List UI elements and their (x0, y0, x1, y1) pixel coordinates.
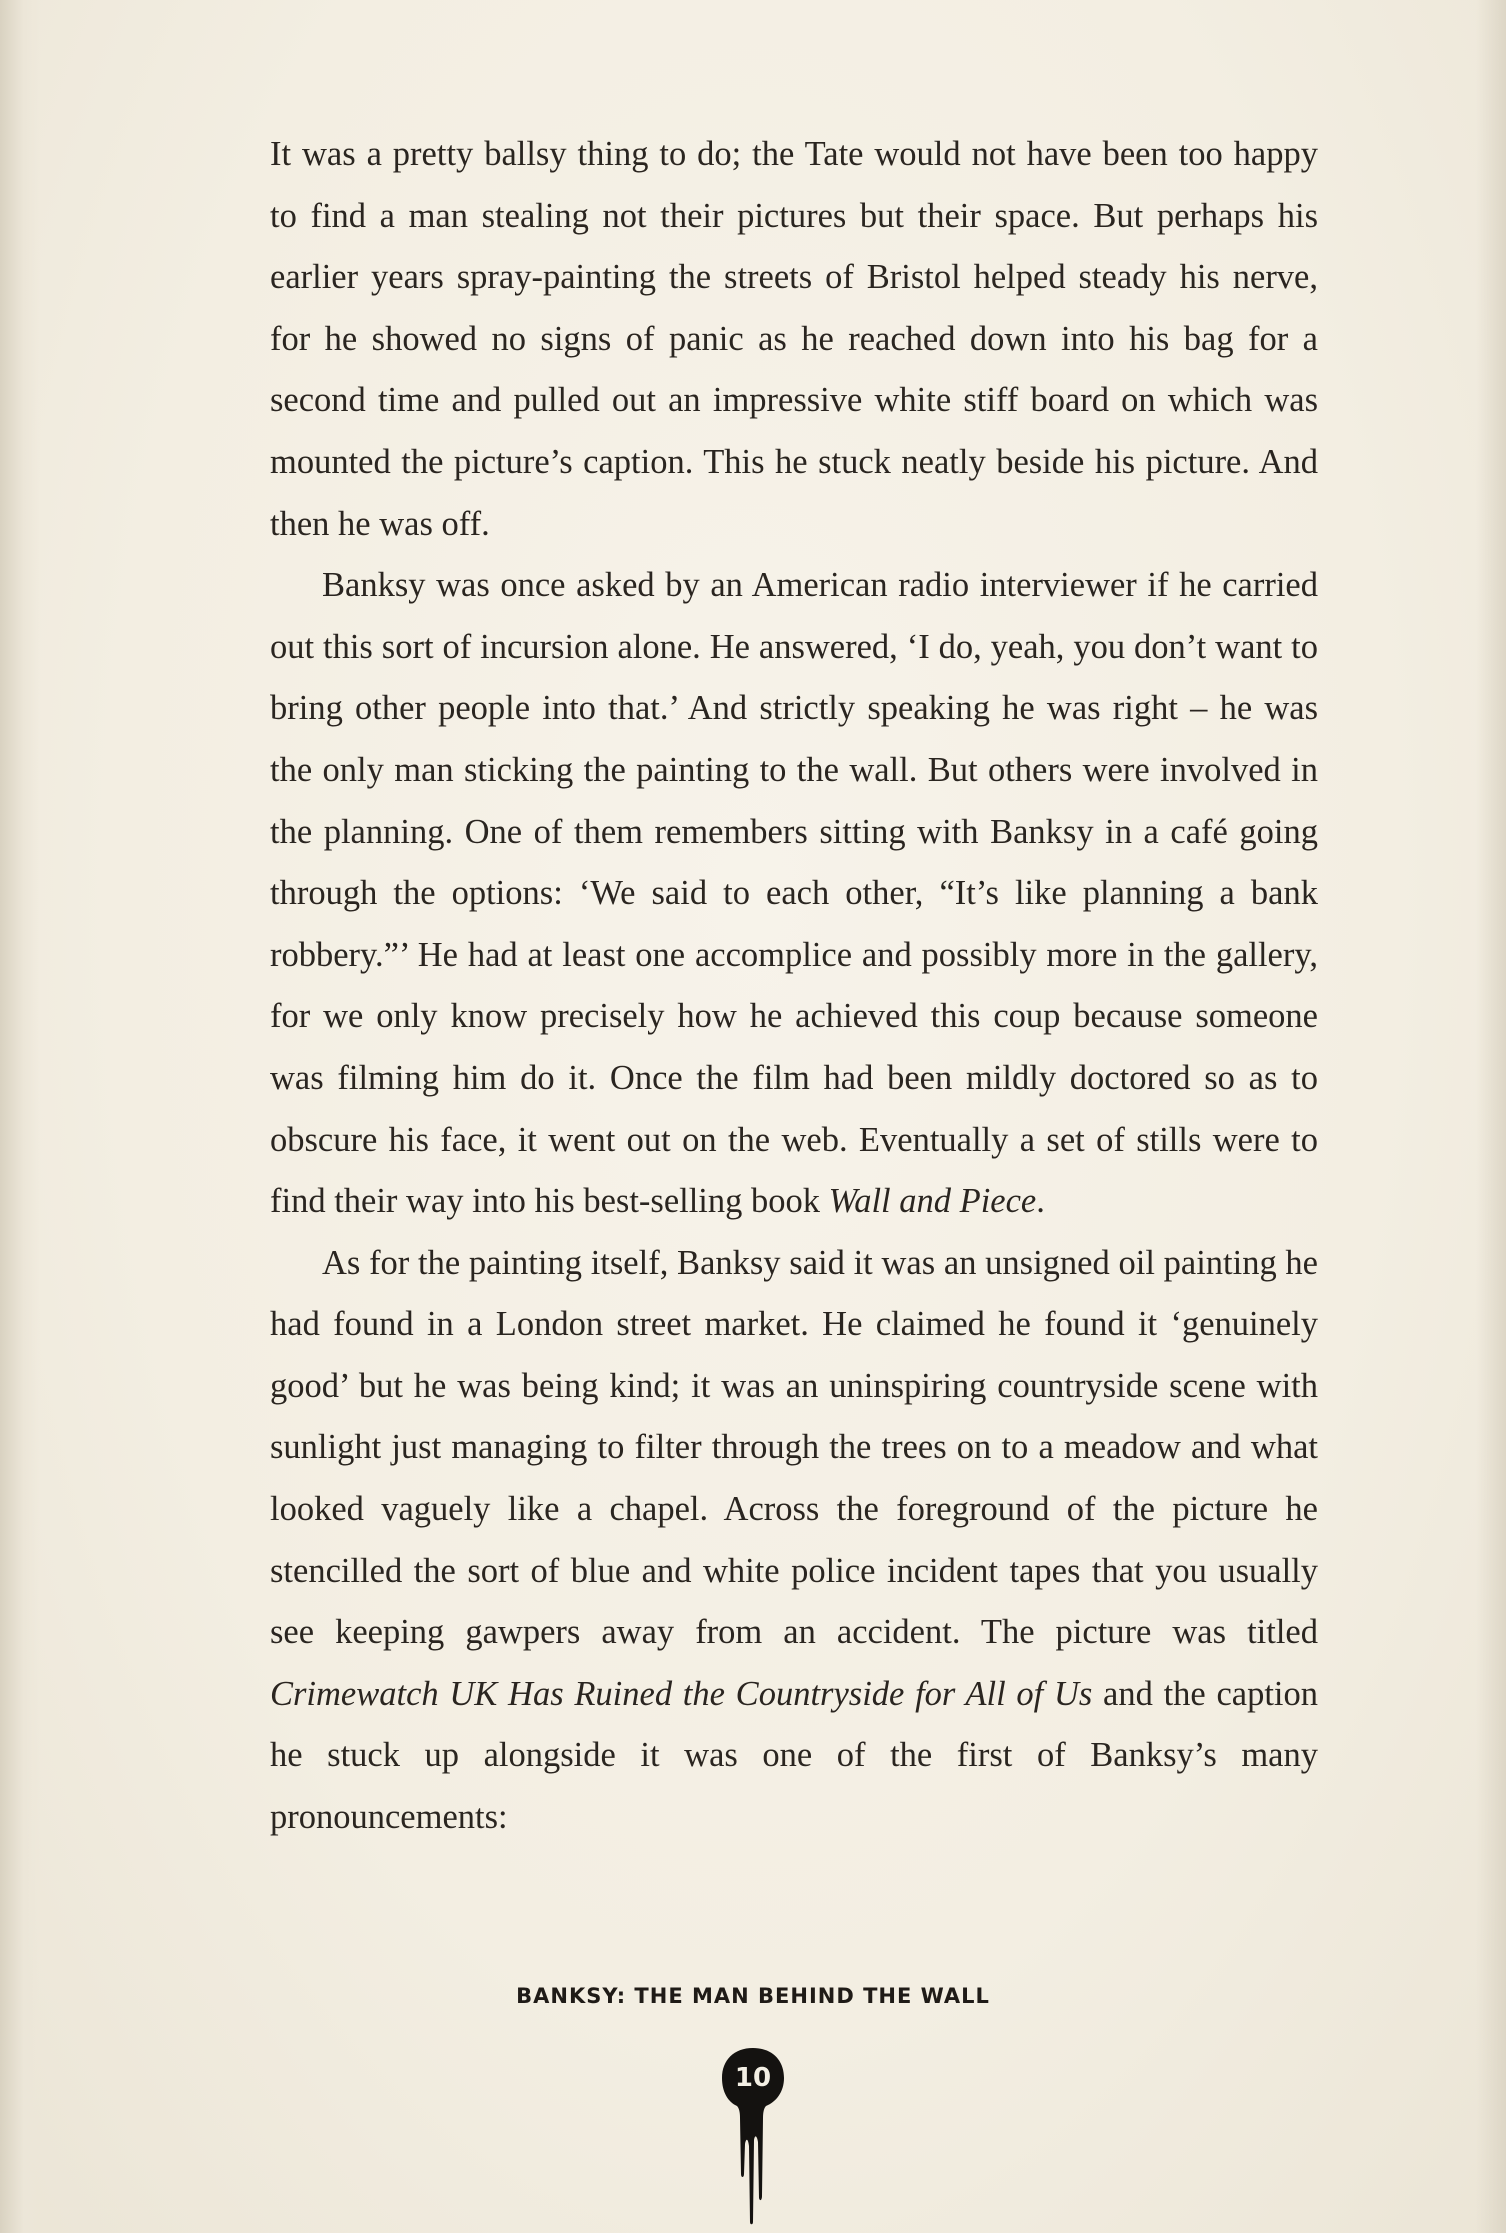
paragraph-2-end: . (1036, 1182, 1045, 1221)
running-footer: BANKSY: THE MAN BEHIND THE WALL (516, 1984, 990, 2008)
page-gutter-shadow (0, 0, 40, 2233)
paragraph-1-text: It was a pretty ballsy thing to do; the Tate would not have been too happy to find a man stealing not their pictures but their space. But perhaps his earlier years spray-painting the streets of Bristol helped steady his nerve, for he showed no signs of panic as he reached down into his bag for a second time and pulled out an impressive white stiff board on which was mounted the picture’s caption. This he stuck neatly beside his picture. And then he was off. (270, 135, 1318, 543)
paragraph-2-text: Banksy was once asked by an American radio interviewer if he carried out this sort of incursion alone. He answered, ‘I do, yeah, you don’t want to bring other people into that.’ And strictly speaking he was right – he was the only man sticking the painting to the wall. But others were involved in the planning. One of them remembers sitting with Banksy in a café going through the options: ‘We said to each other, “It’s like planning a bank robbery.”’ He had at least one accomplice and possibly more in the gallery, for we only know precisely how he achieved this coup because someone was filming him do it. Once the film had been mildly doctored so as to obscure his face, it went out on the web. Eventually a set of stills were to find their way into his best-selling book (270, 566, 1318, 1221)
paragraph-1 (270, 124, 1318, 555)
body-text (270, 124, 1318, 1849)
book-title: Wall and Piece (828, 1182, 1037, 1221)
paragraph-3 (270, 1233, 1318, 1849)
painting-title: Crimewatch UK Has Ruined the Countryside for All of Us (270, 1674, 1093, 1713)
paragraph-3-text: As for the painting itself, Banksy said it was an unsigned oil painting he had found in a London street market. He claimed he found it ‘genuinely good’ but he was being kind; it was an uninspiring countryside scene with sunlight just managing to filter through the trees on to a meadow and what looked vaguely like a chapel. Across the foreground of the picture he stencilled the sort of blue and white police incident tapes that you usually see keeping gawpers away from an accident. The picture was titled (270, 1243, 1318, 1652)
page-number-badge (718, 2046, 788, 2226)
paragraph-2 (270, 555, 1318, 1233)
page-edge-shadow (1476, 0, 1506, 2233)
page-number: 10 (734, 2063, 772, 2093)
paragraph-3-end: and the caption he stuck up alongside it was one of the first of Banksy’s many pronouncements: (270, 1674, 1318, 1837)
